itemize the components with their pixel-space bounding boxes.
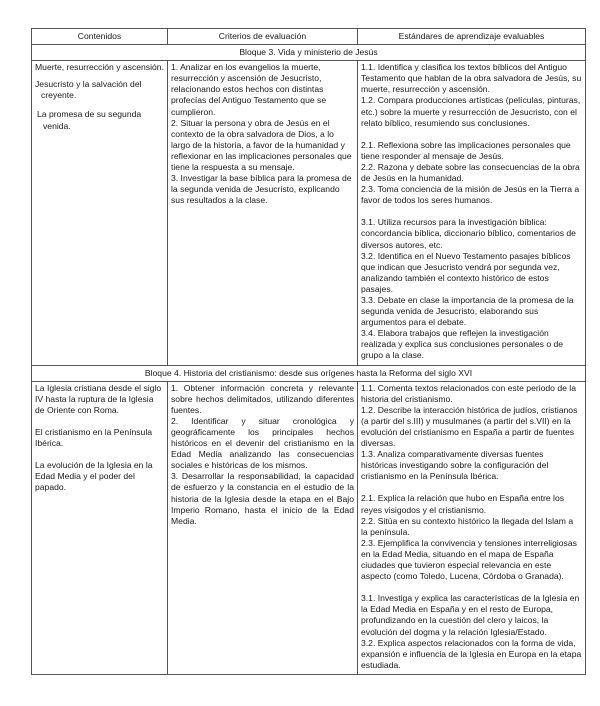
contenido-item: El cristianismo en la Península Ibérica. [35, 426, 153, 448]
estandar-group [361, 140, 582, 207]
block-content-row [32, 61, 586, 365]
contenido-item: Muerte, resurrección y ascensión. [35, 62, 164, 73]
contenidos-cell [32, 61, 168, 365]
estandar-item: 2.2. Razona y debate sobre las consecuencias de la obra de Jesús en la humanidad. [361, 161, 580, 184]
criterio-item: 2. Identificar y situar cronológica y geográficamente los principales hechos históricos en el devenir del cristianismo en la Edad Media analizando las consecuencias sociales e históricas de los mismos. [171, 415, 354, 471]
criterio-item: 3. Investigar la base bíblica para la promesa de la segunda venida de Jesucristo, explicando sus resultados a la clase. [171, 173, 352, 206]
criterio-item: 3. Desarrollar la responsabilidad, la capacidad de esfuerzo y la constancia en el estudio de la historia de la Iglesia desde la etapa en el Bajo Imperio Romano, hasta el inicio de la Edad Media. [171, 471, 354, 526]
block-title-row [32, 365, 586, 381]
criterios-cell [168, 61, 358, 365]
estandar-group [361, 62, 582, 129]
estandar-item: 2.1. Explica la relación que hubo en España entre los reyes visigodos y el cristianismo. [361, 493, 565, 515]
estandar-item: 2.2. Sitúa en su contexto histórico la llegada del Islam a la península. [361, 515, 574, 537]
block-title: Bloque 4. Historia del cristianismo: desde sus orígenes hasta la Reforma del siglo XVI [32, 365, 586, 381]
estandar-item: 3.4. Elabora trabajos que reflejen la investigación realizada y explica sus conclusiones personales o de grupo a la clase. [361, 328, 564, 361]
estandares-cell [358, 61, 586, 365]
estandar-item: 1.2. Describe la interacción histórica de judíos, cristianos (a partir del s.III) y musulmanes (a partir del s.VII) en la evolución del cristianismo en España a partir de fuentes diversas. [361, 404, 578, 449]
criterio-item: 1. Obtener información concreta y relevante sobre hechos delimitados, utilizando diferentes fuentes. [171, 382, 354, 415]
estandar-group [361, 383, 582, 483]
estandar-item: 1.1. Identifica y clasifica los textos bíblicos del Antiguo Testamento que hablan de la obra salvadora de Jesús, su muerte, resurrección y ascensión. [361, 62, 582, 95]
estandar-group [361, 593, 582, 671]
estandar-item: 1.1. Comenta textos relacionados con este periodo de la historia del cristianismo. [361, 382, 576, 404]
header-estandares: Estándares de aprendizaje evaluables [358, 29, 586, 45]
contenido-item: La Iglesia cristiana desde el siglo IV hasta la ruptura de la Iglesia de Oriente con Roma. [35, 382, 162, 415]
estandar-item: 2.3. Toma conciencia de la misión de Jesús en la Tierra a favor de todos los seres humanos. [361, 184, 580, 206]
block-content-row [32, 381, 586, 674]
estandar-item: 3.1. Investiga y explica las características de la Iglesia en la Edad Media en España y en el resto de Europa, profundizando en la cuestión del clero y laicos, la evolución del dogma y la relación Iglesia/Estado. [361, 593, 580, 637]
block-title: Bloque 3. Vida y ministerio de Jesús [32, 45, 586, 61]
contenidos-cell [32, 381, 168, 674]
header-contenidos: Contenidos [32, 29, 168, 45]
header-row [32, 29, 586, 45]
estandares-cell [358, 381, 586, 674]
estandar-item: 3.1. Utiliza recursos para la investigación bíblica: concordancia bíblica, diccionario bíblico, comentarios de diversos autores, etc. [361, 217, 576, 250]
block-title-row [32, 45, 586, 61]
criterios-cell [168, 381, 358, 674]
curriculum-table [31, 28, 586, 675]
header-criterios: Criterios de evaluación [168, 29, 358, 45]
estandar-item: 1.3. Analiza comparativamente diversas fuentes históricas investigando sobre la configuración del cristianismo en la Península Ibérica. [361, 449, 549, 482]
criterio-item: 2. Situar la persona y obra de Jesús en el contexto de la obra salvadora de Dios, a lo largo de la historia, a favor de la humanidad y reflexionar en las implicaciones personales que tiene la respuesta a su mensaje. [171, 117, 352, 173]
contenido-item: La promesa de su segunda venida. [37, 109, 142, 131]
estandar-item: 3.2. Identifica en el Nuevo Testamento pasajes bíblicos que indican que Jesucristo vendrá por segunda vez, analizando también el contexto histórico de estos pasajes. [361, 250, 571, 294]
contenido-item: Jesucristo y la salvación del creyente. [35, 79, 142, 101]
estandar-item: 3.3. Debate en clase la importancia de la promesa de la segunda venida de Jesucristo, elaborando sus argumentos para el debate. [361, 294, 574, 328]
estandar-group [361, 217, 582, 361]
estandar-group [361, 493, 582, 582]
criterio-item: 1. Analizar en los evangelios la muerte, resurrección y ascensión de Jesucristo, relacionando estos hechos con distintas profecías del Antiguo Testamento que se cumplieron. [171, 62, 327, 117]
estandar-item: 1.2. Compara producciones artísticas (películas, pinturas, etc.) sobre la muerte y resurrección de Jesucristo, con el relato bíblico, resumiendo sus conclusiones. [361, 95, 581, 128]
estandar-item: 3.2. Explica aspectos relacionados con la forma de vida, expansión e influencia de la Iglesia en Europa en la etapa estudiada. [361, 637, 582, 670]
contenido-item: La evolución de la Iglesia en la Edad Media y el poder del papado. [35, 460, 153, 493]
estandar-item: 2.3. Ejemplifica la convivencia y tensiones interreligiosas en la Edad Media, situando en el mapa de España ciudades que tuvieron especial relevancia en este aspecto (como Toledo, Lucena, Córdoba o Granada). [361, 537, 577, 582]
estandar-item: 2.1. Reflexiona sobre las implicaciones personales que tiene responder al mensaje de Jesús. [361, 139, 571, 161]
